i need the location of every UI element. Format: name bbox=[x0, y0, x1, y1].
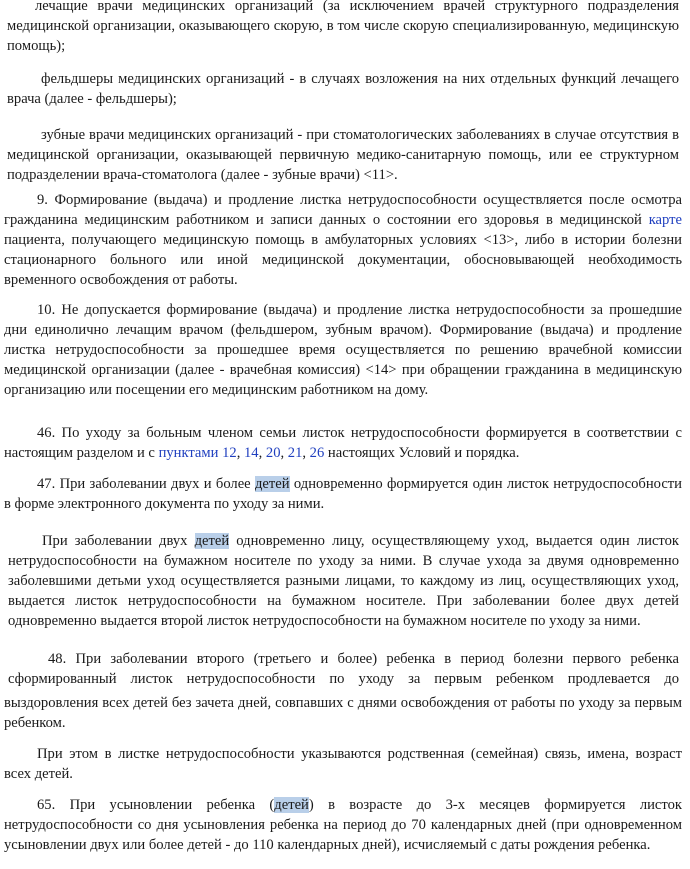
dvuh-detey-text-end: одновременно лицу, осуществляющему уход, выдается один листок нетрудоспособности на бумажном носителе по уходу за ними. В случае ухода за двумя одновременно заболевшими детьми уход осуществляется разными лицами, то каждому из лиц, осуществляющих уход, выдается листок нетрудоспособности на бумажном носителе. При заболевании более двух детей одновременно выдается второй листок нетрудоспособности на бумажном носителе по уходу за ними. bbox=[8, 533, 680, 629]
paragraph-punkt-10: 10. Не допускается формирование (выдача) и продление листка нетрудоспособности за прошедшие дни единолично лечащим врачом (фельдшером, зубным врачом). Формирование (выдача) и продление листка нетрудоспособности за прошедшее время осуществляется по решению врачебной комиссии медицинской организации (далее - врачебная комиссия) <14> при обращении гражданина в медицинскую организацию или посещении его медицинским работником на дому. bbox=[4, 302, 682, 398]
punkt-65-text-start: 65. При усыновлении ребенка ( bbox=[37, 797, 275, 813]
punkt-65-text-end: ) в возрасте до 3-х месяцев формируется листок нетрудоспособности со дня усыновления ребенка на период до 70 календарных дней (при одновременном усыновлении двух или более детей - до 110 календарных дней), исчисляемый с даты рождения ребенка. bbox=[4, 797, 682, 853]
paragraph-punkt-65 bbox=[4, 795, 682, 855]
punkt-9-text-start: 9. Формирование (выдача) и продление листка нетрудоспособности осуществляется после осмотра гражданина медицинским работником и записи данных о состоянии его здоровья в медицинской bbox=[4, 192, 682, 228]
paragraph-punkt-46 bbox=[4, 423, 682, 463]
paragraph-zubnye-vrachi: зубные врачи медицинских организаций - при стоматологических заболеваниях в случае отсутствия в медицинской организации, оказывающей первичную медико-санитарную помощь, или ее структурном подразделении врача-стоматолога (далее - зубные врачи) <11>. bbox=[7, 127, 679, 183]
search-highlight: детей bbox=[255, 476, 290, 492]
paragraph-rodstvennaya-svyaz: При этом в листке нетрудоспособности указываются родственная (семейная) связь, имена, возраст всех детей. bbox=[4, 746, 682, 782]
paragraph-punkt-9 bbox=[4, 190, 682, 290]
paragraph-lechashchie-vrachi: лечащие врачи медицинских организаций (за исключением врачей структурного подразделения медицинской организации, оказывающего скорую, в том числе скорую специализированную, медицинскую помощь); bbox=[7, 0, 679, 54]
search-highlight: детей bbox=[274, 797, 309, 813]
punkt-47-text-start: 47. При заболевании двух и более bbox=[37, 476, 255, 492]
punkt-47-text-end: одновременно формируется один листок нетрудоспособности в форме электронного документа по уходу за ними. bbox=[4, 476, 682, 512]
paragraph-punkt-48: 48. При заболевании второго (третьего и более) ребенка в период болезни первого ребенка сформированный листок нетрудоспособности по уходу за первым ребенком продлевается до bbox=[8, 651, 679, 687]
search-highlight: детей bbox=[194, 533, 230, 549]
link-separator: , bbox=[280, 445, 288, 461]
punkt-46-text-start: 46. По уходу за больным членом семьи листок нетрудоспособности формируется в соответствии с настоящим разделом и с bbox=[4, 425, 682, 461]
paragraph-dvuh-detey-bumazhny bbox=[8, 531, 679, 631]
punkt-14-link[interactable]: 14 bbox=[244, 445, 259, 461]
paragraph-feldshery: фельдшеры медицинских организаций - в случаях возложения на них отдельных функций лечащего врача (далее - фельдшеры); bbox=[7, 71, 679, 107]
punkt-12-link[interactable]: пунктами 12 bbox=[158, 445, 237, 461]
punkt-46-text-end: настоящих Условий и порядка. bbox=[324, 445, 520, 461]
punkt-26-link[interactable]: 26 bbox=[309, 445, 325, 461]
paragraph-punkt-48-continuation: выздоровления всех детей без зачета дней, совпавших с днями освобождения от работы по уходу за первым ребенком. bbox=[4, 695, 682, 731]
punkt-21-link[interactable]: 21 bbox=[287, 445, 303, 461]
link-separator: , bbox=[236, 445, 244, 461]
link-separator: , bbox=[258, 445, 266, 461]
paragraph-punkt-47 bbox=[4, 474, 682, 514]
karte-link[interactable]: карте bbox=[648, 212, 682, 228]
punkt-20-link[interactable]: 20 bbox=[265, 445, 281, 461]
link-separator: , bbox=[302, 445, 310, 461]
punkt-9-text-end: пациента, получающего медицинскую помощь в амбулаторных условиях <13>, либо в истории болезни стационарного больного или иной медицинской документации, обосновывающей необходимость временного освобождения от работы. bbox=[4, 232, 682, 288]
dvuh-detey-text-start: При заболевании двух bbox=[42, 533, 195, 549]
